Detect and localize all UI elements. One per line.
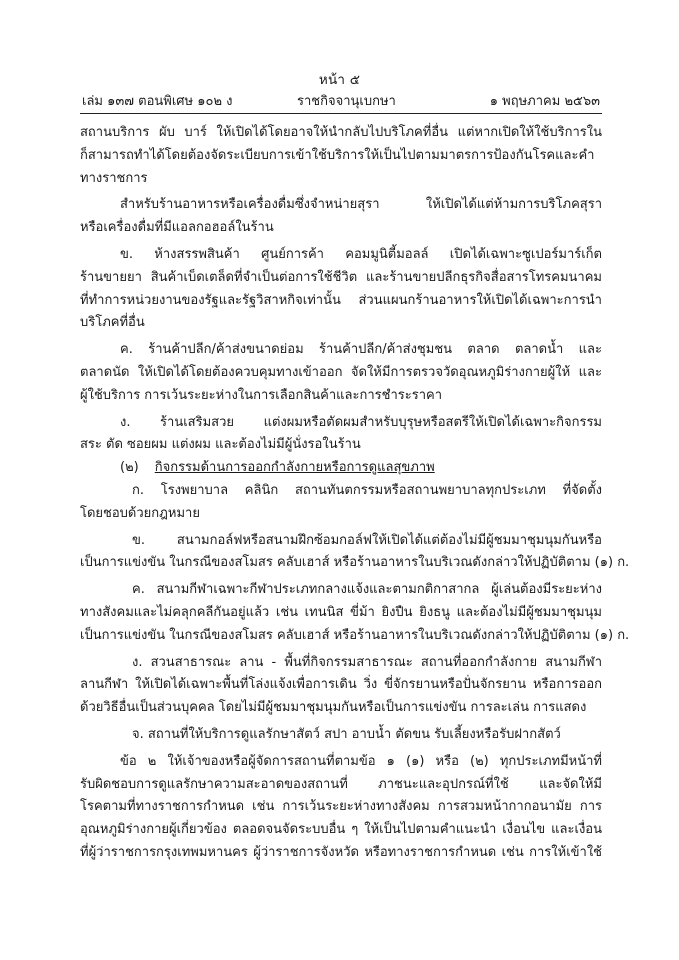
text-line: ก็สามารถทำได้โดยต้องจัดระเบียบการเข้าใช้บริการให้เป็นไปตามมาตรการป้องกันโรคและคำ (80, 147, 595, 163)
list-item-ngo: ง. ร้านเสริมสวย แต่งผมหรือตัดผมสำหรับบุรุษหรือสตรีให้เปิดได้เฉพาะกิจกรรม (120, 414, 602, 430)
text-line: ตลาดนัด ให้เปิดได้โดยต้องควบคุมทางเข้าออก จัดให้มีการตรวจวัดอุณหภูมิร่างกายผู้ให้ และ (80, 364, 602, 380)
text-line: ที่ผู้ว่าราชการกรุงเทพมหานคร ผู้ว่าราชการจังหวัด หรือทางราชการกำหนด เช่น การให้เข้าใช้ (80, 844, 602, 860)
document-body (80, 122, 630, 865)
publication-date: ๑ พฤษภาคม ๒๕๖๓ (489, 94, 600, 109)
list-item-ngo: ง. สวนสาธารณะ ลาน - พื้นที่กิจกรรมสาธารณะ สถานที่ออกกำลังกาย สนามกีฬา (132, 654, 602, 670)
text-line: บริโภคที่อื่น (80, 315, 145, 331)
section-number: (๒) (120, 460, 139, 476)
section-heading (80, 457, 602, 480)
text-line: ทางสังคมและไม่คลุกคลีกันอยู่แล้ว เช่น เทนนิส ขี่ม้า ยิงปืน ยิงธนู และต้องไม่มีผู้ชมมาชุมนุม (80, 604, 602, 620)
running-header (82, 90, 600, 110)
text-line: ทางราชการ (80, 170, 148, 186)
text-line: รับผิดชอบการดูแลรักษาความสะอาดของสถานที่ ภาชนะและอุปกรณ์ที่ใช้ และจัดให้มี (80, 776, 602, 792)
text-line: สระ ตัด ซอยผม แต่งผม และต้องไม่มีผู้นั่งรอในร้าน (80, 437, 361, 453)
text-line: สถานบริการ ผับ บาร์ ให้เปิดได้โดยอาจให้นำกลับไปบริโภคที่อื่น แต่หากเปิดให้ใช้บริการใน (80, 125, 602, 140)
list-item-kho-khwai: ค. สนามกีฬาเฉพาะกีฬาประเภทกลางแจ้งและตามกติกาสากล ผู้เล่นต้องมีระยะห่าง (132, 582, 602, 598)
text-line: ร้านขายยา สินค้าเบ็ดเตล็ดที่จำเป็นต่อการใช้ชีวิต และร้านขายปลีกธุรกิจสื่อสารโทรคมนาคม (80, 269, 602, 285)
list-item-kho: ข. สนามกอล์ฟหรือสนามฝึกซ้อมกอล์ฟให้เปิดได้แต่ต้องไม่มีผู้ชมมาชุมนุมกันหรือ (132, 532, 602, 548)
text-line: ด้วยวิธีอื่นเป็นส่วนบุคคล โดยไม่มีผู้ชมมาชุมนุมกันหรือเป็นการแข่งขัน การละเล่น การแสดง (80, 700, 587, 716)
text-line: โดยชอบด้วยกฎหมาย (80, 505, 200, 521)
list-item-kho: ข. ห้างสรรพสินค้า ศูนย์การค้า คอมมูนิตี้มอลล์ เปิดได้เฉพาะซูเปอร์มาร์เก็ต (120, 246, 602, 262)
list-item-cho: จ. สถานที่ให้บริการดูแลรักษาสัตว์ สปา อาบน้ำ ตัดขน รับเลี้ยงหรือรับฝากสัตว์ (132, 726, 561, 742)
text-line: ที่ทำการหน่วยงานของรัฐและรัฐวิสาหกิจเท่านั้น ส่วนแผนกร้านอาหารให้เปิดได้เฉพาะการนำ (80, 292, 602, 308)
text-line: ลานกีฬา ให้เปิดได้เฉพาะพื้นที่โล่งแจ้งเพื่อการเดิน วิ่ง ขี่จักรยานหรือปั่นจักรยาน หรือการออก (80, 677, 602, 693)
text-line: เป็นการแข่งขัน ในกรณีของสโมสร คลับเฮาส์ หรือร้านอาหารในบริเวณดังกล่าวให้ปฏิบัติตาม (๑) ก. (80, 555, 630, 571)
list-item-kho-khwai: ค. ร้านค้าปลีก/ค้าส่งขนาดย่อม ร้านค้าปลีก/ค้าส่งชุมชน ตลาด ตลาดน้ำ และ (120, 342, 602, 358)
list-item-ko: ก. โรงพยาบาล คลินิก สถานทันตกรรมหรือสถานพยาบาลทุกประเภท ที่จัดตั้ง (132, 482, 602, 498)
text-line: ผู้ใช้บริการ การเว้นระยะห่างในการเลือกสินค้าและการชำระราคา (80, 387, 443, 403)
text-line: สำหรับร้านอาหารหรือเครื่องดื่มซึ่งจำหน่ายสุรา ให้เปิดได้แต่ห้ามการบริโภคสุรา (120, 197, 602, 213)
text-line: หรือเครื่องดื่มที่มีแอลกอฮอล์ในร้าน (80, 220, 274, 236)
text-line: โรคตามที่ทางราชการกำหนด เช่น การเว้นระยะห่างทางสังคม การสวมหน้ากากอนามัย การ (80, 799, 602, 815)
text-line: เป็นการแข่งขัน ในกรณีของสโมสร คลับเฮาส์ หรือร้านอาหารในบริเวณดังกล่าวให้ปฏิบัติตาม (๑) ก. (80, 627, 630, 643)
text-line: อุณหภูมิร่างกายผู้เกี่ยวข้อง ตลอดจนจัดระบบอื่น ๆ ให้เป็นไปตามคำแนะนำ เงื่อนไข และเงื่อน (80, 822, 602, 838)
gazette-name: ราชกิจจานุเบกษา (297, 94, 396, 109)
page-number: หน้า ๕ (318, 72, 361, 88)
header-divider (80, 113, 602, 114)
issue-reference: เล่ม ๑๓๗ ตอนพิเศษ ๑๐๒ ง (82, 94, 233, 109)
clause-2: ข้อ ๒ ให้เจ้าของหรือผู้จัดการสถานที่ตามข้อ ๑ (๑) หรือ (๒) ทุกประเภทมีหน้าที่ (120, 753, 602, 769)
section-title: กิจกรรมด้านการออกกำลังกายหรือการดูแลสุขภาพ (154, 460, 435, 476)
